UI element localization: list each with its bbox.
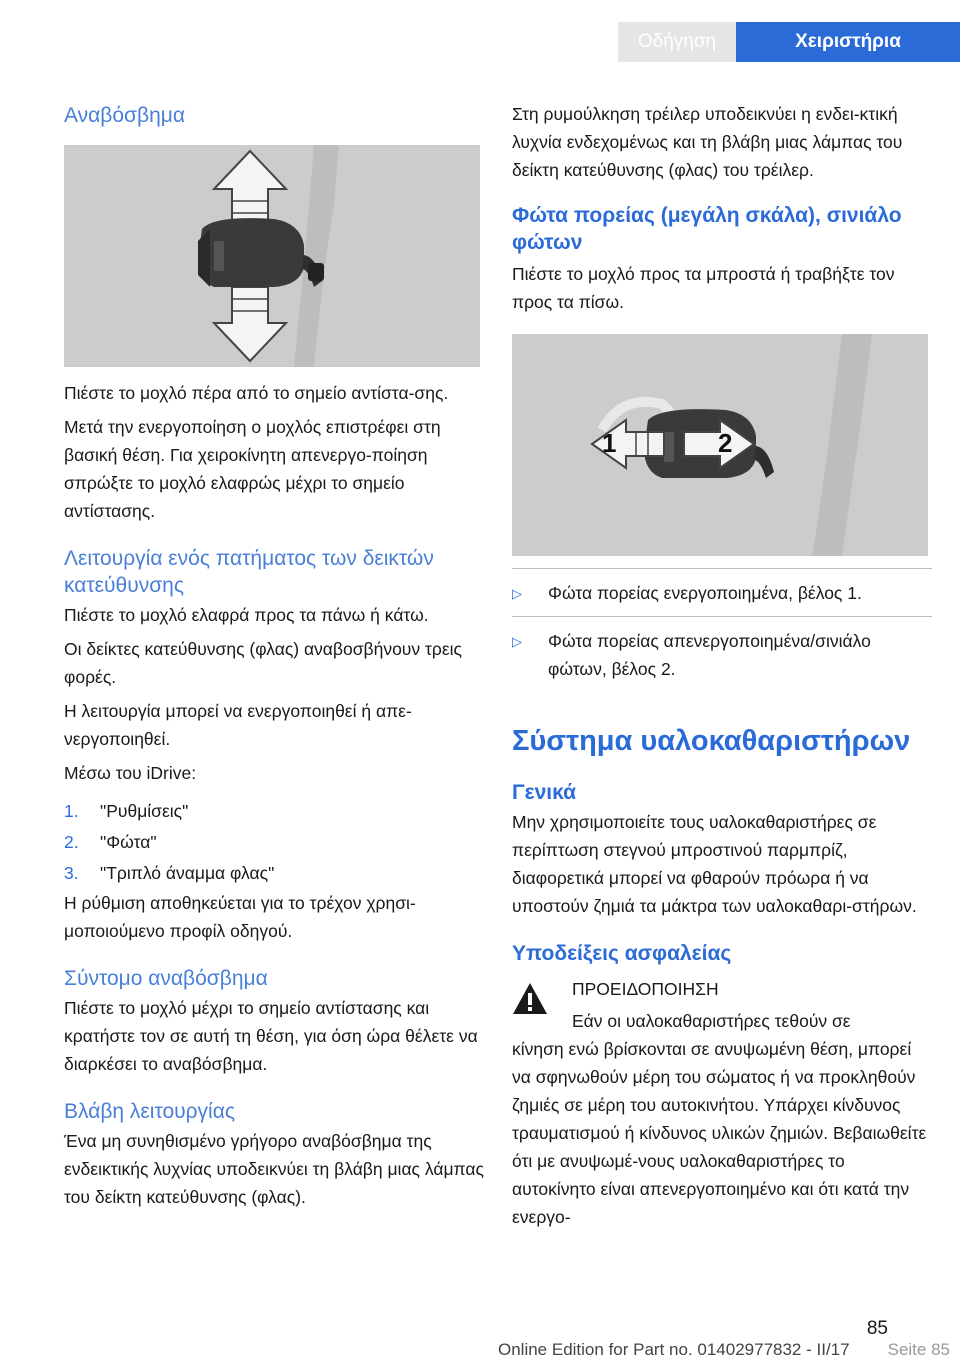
list-item	[64, 828, 484, 856]
tab-driving[interactable]: Οδήγηση	[618, 22, 736, 62]
paragraph-trailer: Στη ρυμούλκηση τρέιλερ υποδεικνύει η ενδει-κτική λυχνία ενδεχομένως και τη βλάβη μιας λάμπας του δείκτη κατεύθυνσης (φλας) του τρέιλερ.	[512, 104, 903, 180]
left-column	[64, 100, 484, 1211]
watermark: Seite 85	[887, 1340, 950, 1359]
arrow-label-2: 2	[718, 428, 733, 458]
lever-up-down-illustration	[64, 145, 480, 367]
warning-block	[512, 975, 932, 1035]
bullet-text: Φώτα πορείας απενεργοποιημένα/σινιάλο φώτων, βέλος 2.	[548, 631, 871, 679]
paragraph-dry-windshield: Μην χρησιμοποιείτε τους υαλοκαθαριστήρες σε περίπτωση στεγνού μπροστινού παρμπρίζ, διαφορετικά μπορεί να φθαρούν πρόωρα ή να υποστούν ζημιά τα μάκτρα των υαλοκαθαρι-στήρων.	[512, 812, 917, 916]
step-text: "Φώτα"	[100, 832, 157, 852]
step-number: 3.	[64, 863, 79, 883]
warning-triangle-icon	[512, 981, 548, 1017]
heading-blinking: Αναβόσβημα	[64, 104, 185, 127]
list-item	[64, 797, 484, 825]
heading-malfunction: Βλάβη λειτουργίας	[64, 1100, 235, 1123]
step-text: "Ρυθμίσεις"	[100, 801, 189, 821]
paragraph-hold-lever: Πιέστε το μοχλό μέχρι το σημείο αντίστασης και κρατήστε τον σε αυτή τη θέση, για όση ώρα θέλετε να διαρκέσει το αναβόσβημα.	[64, 998, 478, 1074]
turn-signal-lever-image	[64, 145, 480, 367]
list-item	[64, 859, 484, 887]
heading-short-blink: Σύντομο αναβόσβημα	[64, 967, 268, 990]
paragraph-blink-three: Οι δείκτες κατεύθυνσης (φλας) αναβοσβήνουν τρεις φορές.	[64, 639, 462, 687]
page-number: 85	[866, 1318, 888, 1339]
warning-first-line: Εάν οι υαλοκαθαριστήρες τεθούν σε	[572, 1011, 851, 1031]
triangle-bullet-icon: ▷	[512, 634, 522, 649]
idrive-steps-list	[64, 797, 484, 887]
heading-wiper-system: Σύστημα υαλοκαθαριστήρων	[512, 725, 911, 757]
paragraph-after-activation: Μετά την ενεργοποίηση ο μοχλός επιστρέφει στη βασική θέση. Για χειροκίνητη απενεργο-ποίηση σπρώξτε το μοχλό ελαφρώς μέχρι το σημείο αντίστασης.	[64, 417, 441, 521]
warning-text: κίνηση ενώ βρίσκονται σε ανυψωμένη θέση, μπορεί να σφηνωθούν μέρη του σώματος ή να προκληθούν ζημιές σε μέρη του αυτοκινήτου. Υπάρχει κίνδυνος τραυματισμού ή κίνδυνος υλικών ζημιών. Βεβαιωθείτε ότι με ανυψωμέ-νους υαλοκαθαριστήρες το αυτοκίνητο είναι απενεργοποιημένο και ότι κατά την ενεργο-	[512, 1039, 927, 1227]
edition-note: Online Edition for Part no. 01402977832 - II/17	[498, 1340, 850, 1359]
heading-one-touch: Λειτουργία ενός πατήματος των δεικτών κατεύθυνσης	[64, 547, 434, 597]
paragraph-press-lever: Πιέστε το μοχλό πέρα από το σημείο αντίστα-σης.	[64, 383, 449, 403]
high-beam-lever-image	[512, 334, 928, 556]
tab-controls[interactable]: Χειριστήρια	[736, 22, 960, 62]
paragraph-saved-profile: Η ρύθμιση αποθηκεύεται για το τρέχον χρησι-μοποιούμενο προφίλ οδηγού.	[64, 893, 416, 941]
bullet-text: Φώτα πορείας ενεργοποιημένα, βέλος 1.	[548, 583, 862, 603]
heading-safety-notes: Υποδείξεις ασφαλείας	[512, 942, 732, 965]
list-item	[512, 627, 932, 683]
paragraph-fast-blink: Ένα μη συνηθισμένο γρήγορο αναβόσβημα της ενδεικτικής λυχνίας υποδεικνύει τη βλάβη μιας λάμπας του δείκτη κατεύθυνσης (φλας).	[64, 1131, 484, 1207]
heading-general: Γενικά	[512, 781, 577, 804]
warning-head	[572, 975, 851, 1035]
arrow-label-1: 1	[602, 428, 617, 458]
step-number: 1.	[64, 801, 79, 821]
right-column	[512, 100, 932, 1231]
divider	[512, 616, 932, 617]
paragraph-push-pull: Πιέστε το μοχλό προς τα μπροστά ή τραβήξτε τον προς τα πίσω.	[512, 264, 895, 312]
step-number: 2.	[64, 832, 79, 852]
paragraph-via-idrive: Μέσω του iDrive:	[64, 763, 197, 783]
step-text: "Τριπλό άναμμα φλας"	[100, 863, 275, 883]
warning-title: ΠΡΟΕΙΔΟΠΟΙΗΣΗ	[572, 979, 719, 999]
list-item	[512, 579, 932, 608]
triangle-bullet-icon: ▷	[512, 586, 522, 601]
paragraph-press-slightly: Πιέστε το μοχλό ελαφρά προς τα πάνω ή κάτω.	[64, 605, 429, 625]
divider	[512, 568, 932, 569]
paragraph-can-enable: Η λειτουργία μπορεί να ενεργοποιηθεί ή απε-νεργοποιηθεί.	[64, 701, 412, 749]
heading-high-beam: Φώτα πορείας (μεγάλη σκάλα), σινιάλο φώτων	[512, 204, 902, 254]
